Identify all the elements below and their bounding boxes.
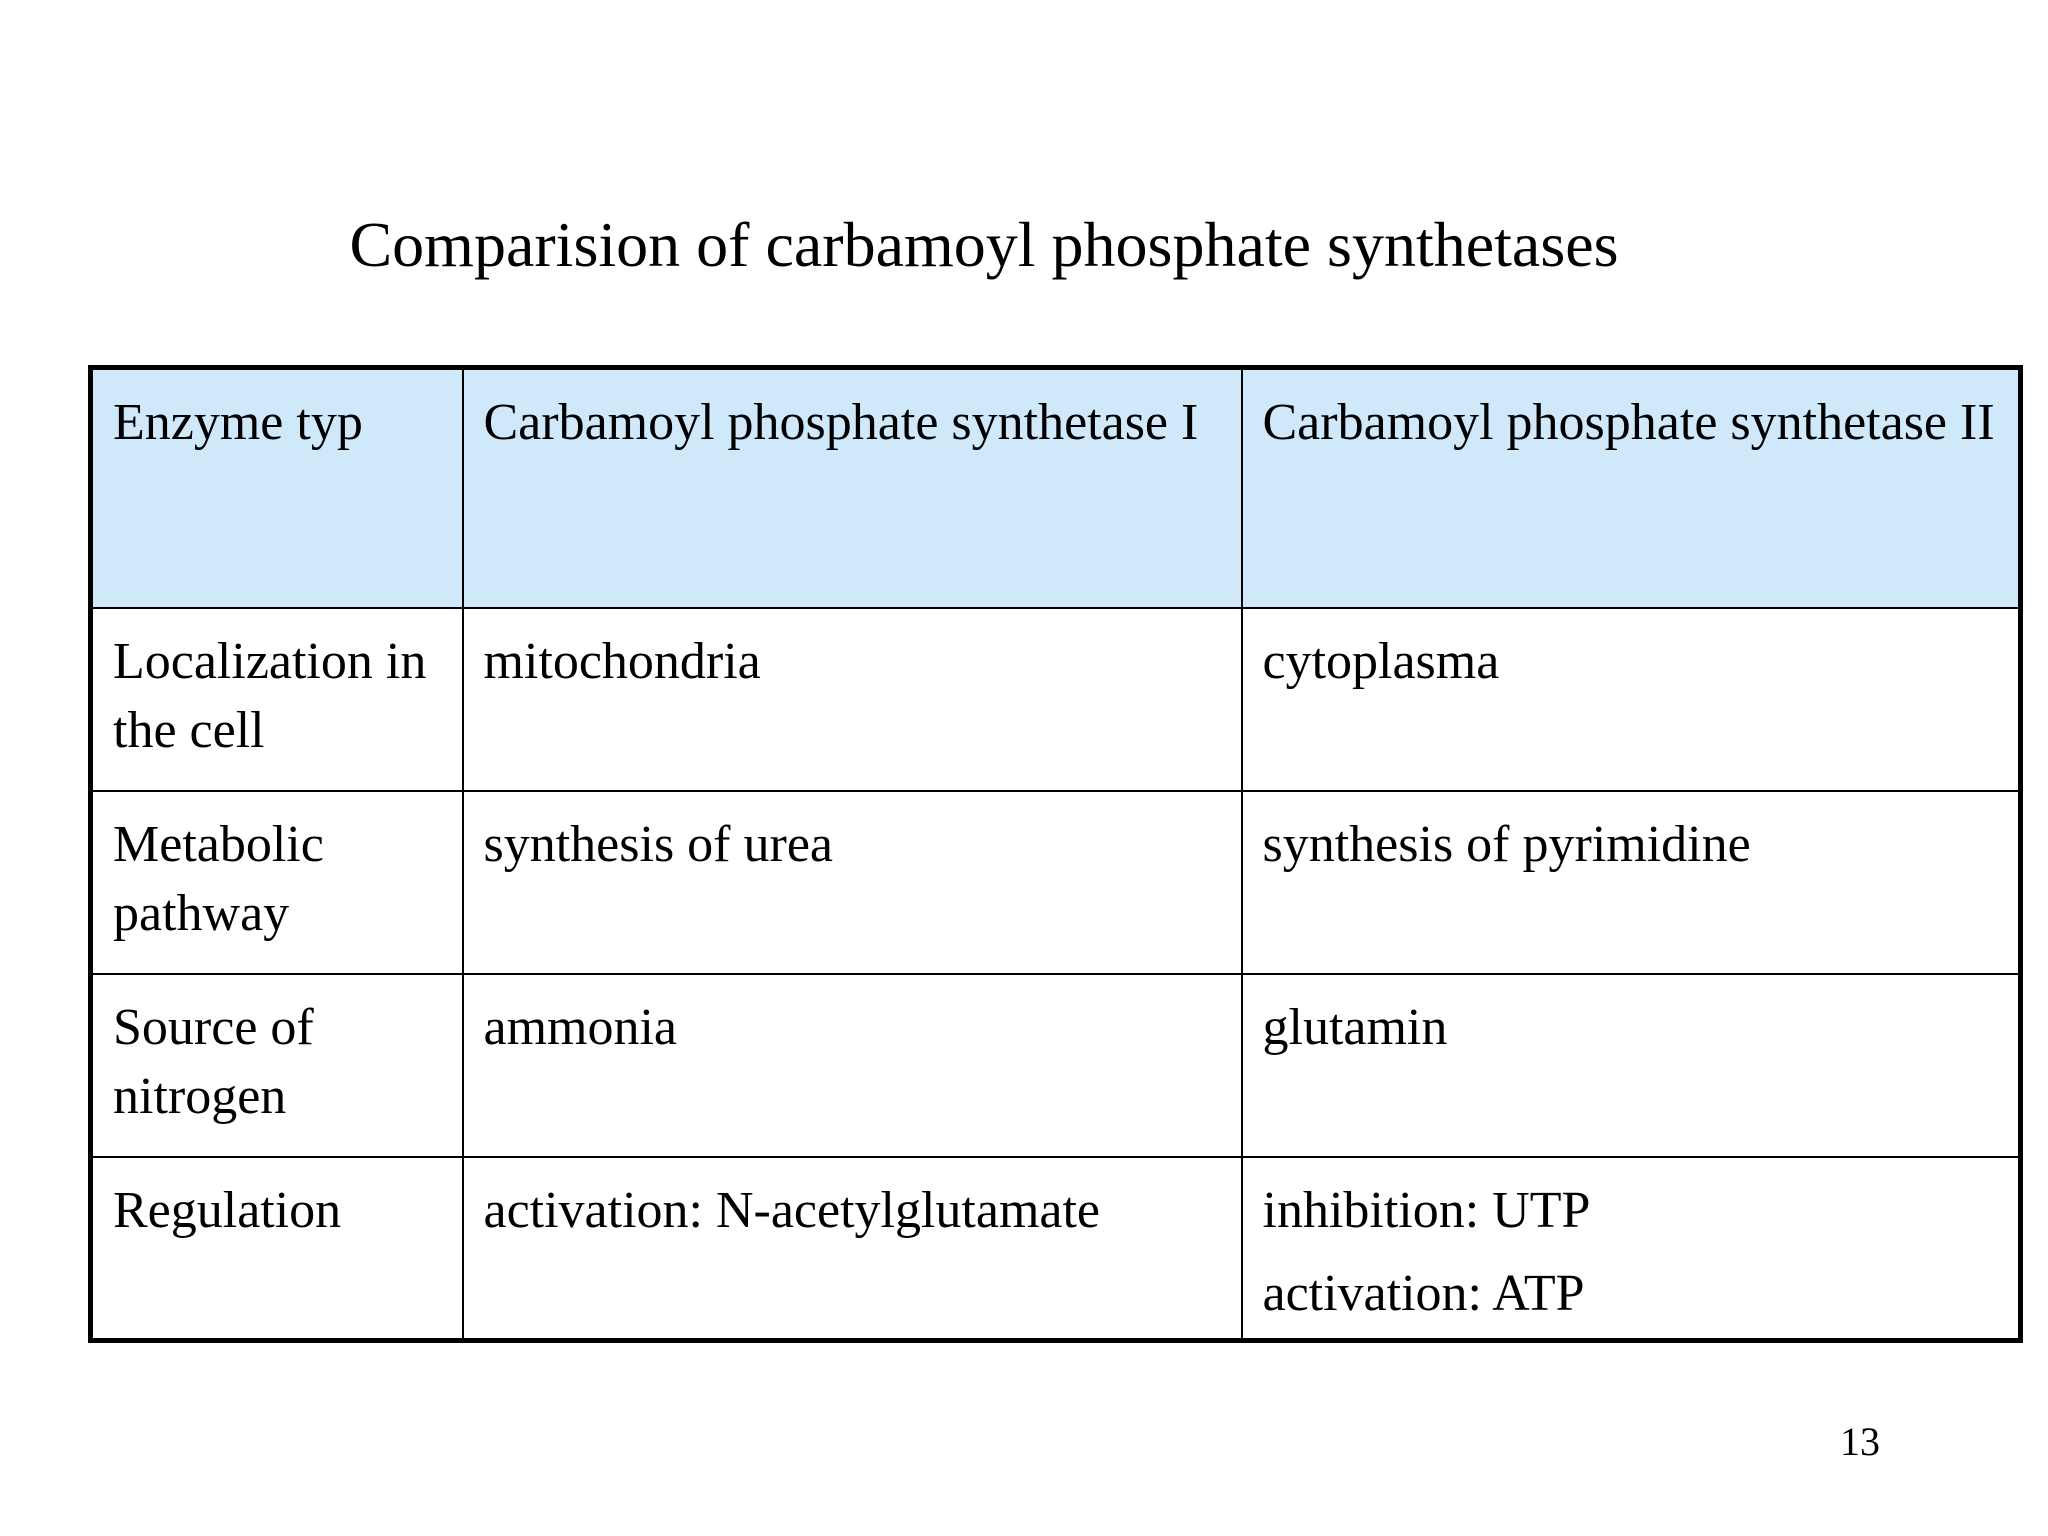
- header-cell-cps-ii: Carbamoyl phosphate synthetase II: [1242, 368, 2021, 608]
- table-row: [91, 974, 2021, 1157]
- slide-title: Comparision of carbamoyl phosphate synthetases: [349, 209, 1619, 280]
- cell-cps-i-regulation: activation: N-acetylglutamate: [463, 1157, 1242, 1341]
- header-cell-cps-i: Carbamoyl phosphate synthetase I: [463, 368, 1242, 608]
- page-number: 13: [1840, 1419, 1880, 1464]
- cell-cps-ii-regulation: [1242, 1157, 2021, 1341]
- cell-cps-i-localization: mitochondria: [463, 608, 1242, 791]
- regulation-inhibition-text: inhibition: UTP: [1262, 1181, 1591, 1239]
- row-label-localization: Localization in the cell: [91, 608, 463, 791]
- table-header-row: [91, 368, 2021, 608]
- cell-cps-i-pathway: synthesis of urea: [463, 791, 1242, 974]
- table-row: [91, 791, 2021, 974]
- table-row: [91, 1157, 2021, 1341]
- row-label-nitrogen-source: Source of nitrogen: [91, 974, 463, 1157]
- regulation-activation-text: activation: ATP: [1262, 1264, 1585, 1322]
- cell-cps-ii-nitrogen: glutamin: [1242, 974, 2021, 1157]
- cell-cps-ii-localization: cytoplasma: [1242, 608, 2021, 791]
- row-label-metabolic-pathway: Metabolic pathway: [91, 791, 463, 974]
- cell-cps-ii-pathway: synthesis of pyrimidine: [1242, 791, 2021, 974]
- comparison-table: [88, 365, 2023, 1343]
- cell-cps-i-nitrogen: ammonia: [463, 974, 1242, 1157]
- table-row: [91, 608, 2021, 791]
- row-label-regulation: Regulation: [91, 1157, 463, 1341]
- header-cell-enzyme-type: Enzyme typ: [91, 368, 463, 608]
